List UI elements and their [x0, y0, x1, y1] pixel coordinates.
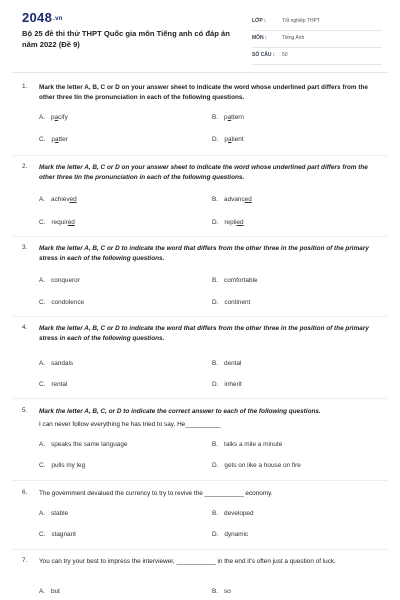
question-number: 1.	[22, 83, 28, 90]
logo-text: 2048	[22, 10, 53, 25]
question-text: You can try your best to impress the interviewer, ___________ in the end it's often just a question of luck.	[39, 558, 336, 565]
question-number: 5.	[22, 407, 28, 414]
option-c[interactable]: C. patter	[39, 136, 68, 143]
question-number: 3.	[22, 244, 28, 251]
site-logo[interactable]	[22, 10, 63, 25]
question-text: Mark the letter A, B, C or D to indicate the word that differs from the other three in the position of the primary stress in each of the following questions.	[39, 245, 369, 263]
option-d[interactable]: D. dynamic	[212, 531, 249, 538]
option-c[interactable]: C. pulls my leg	[39, 462, 86, 469]
option-a[interactable]: A. sandals	[39, 360, 74, 367]
document-title: Bộ 25 đề thi thử THPT Quốc gia môn Tiếng anh có đáp án năm 2022 (Đề 9)	[22, 29, 230, 49]
question-number: 7.	[22, 557, 28, 564]
meta-key: SỐ CÂU :	[252, 52, 275, 58]
meta-row-subject	[252, 31, 382, 48]
question-text: Mark the letter A, B, C or D on your answer sheet to indicate the word whose underlined part differs from the other three tin the pronunciation in each of the following questions.	[39, 84, 368, 102]
option-d[interactable]: D. patient	[212, 136, 244, 143]
option-b[interactable]: B. advanced	[212, 196, 252, 203]
question-text: Mark the letter A, B, C, or D to indicate the correct answer to each of the following questions.	[39, 408, 321, 415]
meta-value: 50	[282, 52, 288, 58]
meta-row-count	[252, 48, 382, 65]
option-a[interactable]: A. achieved	[39, 196, 77, 203]
header-divider	[12, 72, 388, 73]
question-separator	[12, 480, 388, 481]
option-a[interactable]: A. speaks the same language	[39, 441, 128, 448]
option-a[interactable]: A. stable	[39, 510, 69, 517]
question-separator	[12, 155, 388, 156]
question-stem: I can never follow everything he has tried to say. He__________	[39, 421, 221, 428]
option-d[interactable]: D. inherit	[212, 381, 242, 388]
meta-key: MÔN :	[252, 35, 267, 41]
meta-value: Tiếng Anh	[282, 35, 305, 41]
meta-value: Tốt nghiệp THPT	[282, 18, 320, 24]
logo-suffix: .vn	[53, 15, 63, 22]
option-a[interactable]: A. but	[39, 588, 60, 595]
option-c[interactable]: C. condolence	[39, 299, 85, 306]
question-separator	[12, 398, 388, 399]
option-b[interactable]: B. developed	[212, 510, 254, 517]
option-b[interactable]: B. pattern	[212, 114, 244, 121]
option-b[interactable]: B. comfortable	[212, 277, 258, 284]
option-d[interactable]: D. replied	[212, 219, 244, 226]
option-b[interactable]: B. dental	[212, 360, 242, 367]
meta-panel	[252, 14, 382, 65]
question-text: The government devalued the currency to try to revive the ___________ economy.	[39, 490, 273, 497]
option-c[interactable]: C. rental	[39, 381, 68, 388]
option-a[interactable]: A. conqueror	[39, 277, 80, 284]
question-text: Mark the letter A, B, C or D on your answer sheet to indicate the word whose underlined part differs from the other three tin the pronunciation in each of the following questions.	[39, 164, 368, 182]
question-separator	[12, 316, 388, 317]
question-number: 4.	[22, 324, 28, 331]
meta-key: LỚP :	[252, 18, 266, 24]
meta-row-class	[252, 14, 382, 31]
question-text: Mark the letter A, B, C or D to indicate the word that differs from the other three in the position of the primary stress in each of the following questions.	[39, 325, 369, 343]
option-d[interactable]: D. continent	[212, 299, 251, 306]
option-c[interactable]: C. required	[39, 219, 75, 226]
option-c[interactable]: C. stagnant	[39, 531, 76, 538]
document-header	[0, 0, 400, 68]
question-separator	[12, 549, 388, 550]
question-number: 2.	[22, 163, 28, 170]
option-d[interactable]: D. gets on like a house on fire	[212, 462, 301, 469]
question-separator	[12, 236, 388, 237]
question-number: 6.	[22, 489, 28, 496]
option-b[interactable]: B. talks a mile a minute	[212, 441, 283, 448]
option-a[interactable]: A. pacify	[39, 114, 68, 121]
option-b[interactable]: B. so	[212, 588, 231, 595]
